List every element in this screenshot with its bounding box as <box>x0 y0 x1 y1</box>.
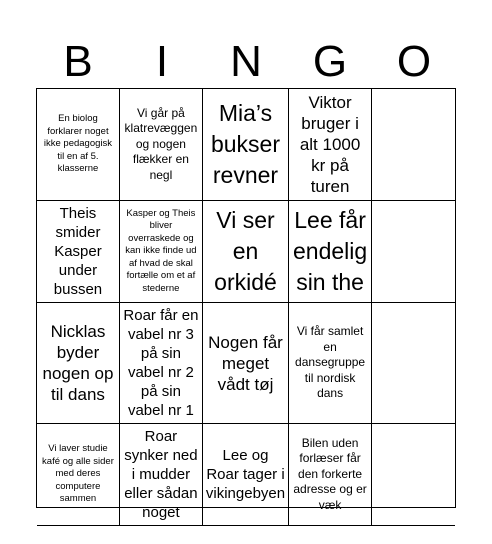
bingo-cell[interactable]: Theis smider Kasper under bussen <box>37 201 120 303</box>
header-letter-g: G <box>312 37 348 86</box>
bingo-cell[interactable]: Kasper og Theis bliver overraskede og kan ikke finde ud af hvad de skal fortælle om et af stederne <box>120 201 203 303</box>
bingo-cell[interactable]: Viktor bruger i alt 1000 kr på turen <box>289 89 372 201</box>
bingo-cell[interactable]: Mia’s bukser revner <box>203 89 289 201</box>
bingo-cell[interactable]: En biolog forklarer noget ikke pedagogisk til en af 5. klasserne <box>37 89 120 201</box>
bingo-header <box>36 36 456 88</box>
header-letter-b: B <box>63 37 93 86</box>
bingo-cell-empty[interactable] <box>372 303 455 424</box>
header-letter-o: O <box>396 37 432 86</box>
bingo-cell[interactable]: Nicklas byder nogen op til dans <box>37 303 120 424</box>
bingo-cell[interactable]: Vi får samlet en dansegruppe til nordisk dans <box>289 303 372 424</box>
bingo-cell-empty[interactable] <box>372 201 455 303</box>
bingo-cell[interactable]: Bilen uden forlæser får den forkerte adresse og er væk <box>289 424 372 526</box>
bingo-cell[interactable]: Lee får endelig sin the <box>289 201 372 303</box>
bingo-cell[interactable]: Vi ser en orkidé <box>203 201 289 303</box>
bingo-cell-empty[interactable] <box>372 89 455 201</box>
bingo-cell[interactable]: Nogen får meget vådt tøj <box>203 303 289 424</box>
bingo-cell[interactable]: Vi laver studie kafé og alle sider med deres computere sammen <box>37 424 120 526</box>
bingo-cell-empty[interactable] <box>372 424 455 526</box>
bingo-cell[interactable]: Vi går på klatrevæggen og nogen flækker en negl <box>120 89 203 201</box>
bingo-grid <box>36 88 456 521</box>
bingo-cell[interactable]: Lee og Roar tager i vikingebyen <box>203 424 289 526</box>
header-letter-n: N <box>230 37 262 86</box>
bingo-cell[interactable]: Roar får en vabel nr 3 på sin vabel nr 2 på sin vabel nr 1 <box>120 303 203 424</box>
bingo-cell[interactable]: Roar synker ned i mudder eller sådan noget <box>120 424 203 526</box>
header-letter-i: I <box>155 37 169 86</box>
